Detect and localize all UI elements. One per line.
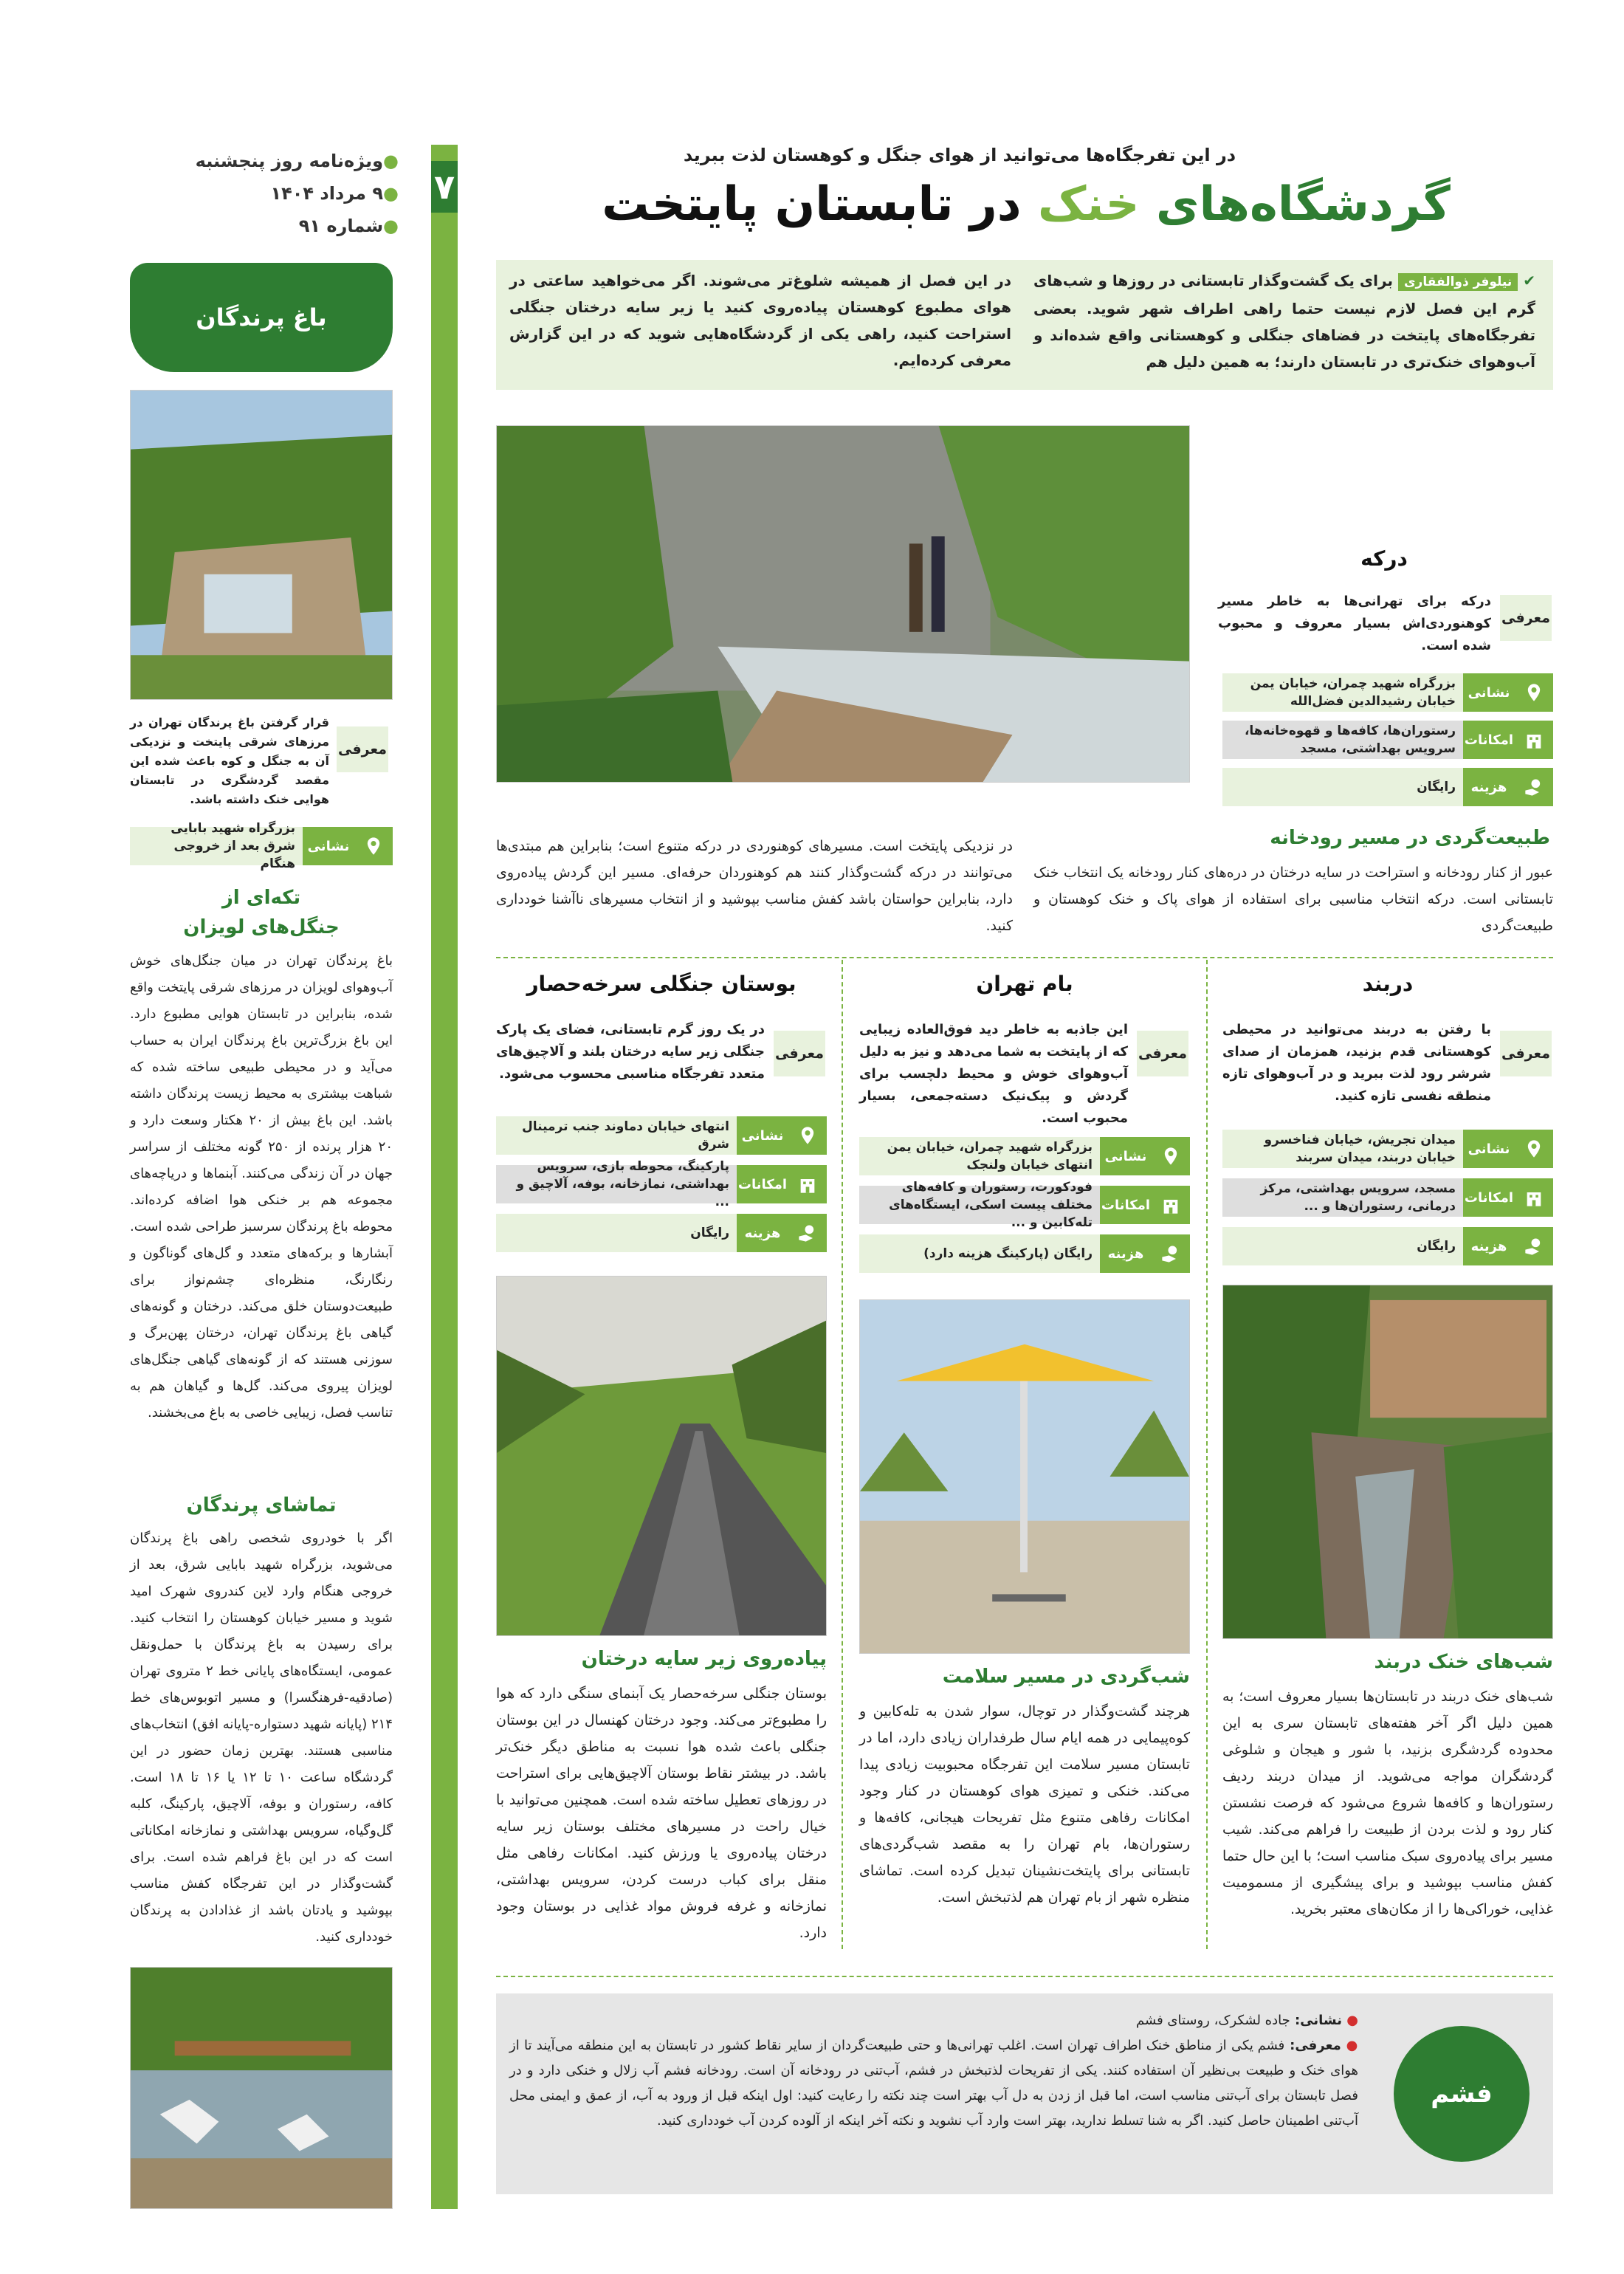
darband-hazine-row: هزینه رایگان [1222,1227,1553,1265]
bame-text: هرچند گشت‌وگذار در توچال، سوار شدن به تله‌کابین و کوه‌پیمایی در همه ایام سال طرفداران زیادی دارد، اما در تابستان مسیر سلامت این تفرجگاه محبوبیت زیادی پیدا می‌کند. خنکی و تمیزی هوای کوهستان در کنار وجود امکانات رفاهی متنوع مثل تفریحات هیجانی، کافه‌ها و رستوران‌ها، بام تهران را به مقصد شب‌گردی‌های تابستانی برای پایتخت‌نشینان تبدیل کرده است. تماشای منظره شهر از بام تهران هم لذتبخش است. [859,1703,1190,1906]
bagh-text-2: اگر با خودروی شخصی راهی باغ پرندگان می‌شوید، بزرگراه شهید بابایی شرق، بعد از خروجی هنگام وارد لاین کندروی شهرک امید شوید و مسیر خیابان کوهستان را انتخاب کنید. برای رسیدن به باغ پرندگان با حمل‌ونقل عمومی، ایستگاه‌های پایانی خط ۲ متروی تهران (صادقیه-فرهنگسرا) و مسیر اتوبوس‌های خط ۲۱۴ (پایانه شهید دستواره-پایانه افق) انتخاب‌های مناسبی هستند. بهترین زمان حضور در این گردشگاه ساعت ۱۰ تا ۱۲ یا ۱۶ تا ۱۸ است. کافه، رستوران و بوفه، آلاچیق، پارکینگ، کلبه گل‌وگیاه، سرویس بهداشتی و نمازخانه امکاناتی است که در این باغ فراهم شده است. برای گشت‌وگذار در این تفرجگاه کفش مناسب بپوشید و یادتان باشد از غذادادن به پرندگان خودداری کنید. [130,1531,393,1945]
money-hand-icon [1152,1234,1190,1273]
fasham-neshani: جاده لشکرک، روستای فشم [1136,2013,1290,2028]
check-icon: ✔ [1523,272,1535,289]
page-title [591,171,1462,238]
intro-text-1: برای یک گشت‌وگذار تابستانی در روزها و شب‌های گرم این فصل لازم نیست حتما راهی اطراف شهر شوید. بعضی تفرجگاه‌های پایتخت در فضاهای جنگلی و کوهستانی واقع شده‌اند و آب‌وهوای خنک‌تری در تابستان دارند؛ به همین دلیل هم [1033,272,1535,371]
money-hand-icon [788,1214,827,1252]
darband-neshani-row: نشانی میدان تجریش، خیابان فناخسرو خیابان دربند، میدان سربند [1222,1130,1553,1168]
bame-tehran-photo [859,1299,1190,1654]
intro-col1 [1033,267,1535,375]
fasham-text: ● نشانی: جاده لشکرک، روستای فشم ● معرفی: فشم یکی از مناطق خنک اطراف تهران است. اغلب تهرانی‌ها و حتی طبیعت‌گردان از سایر نقاط کشور در تابستان به این منطقه می‌آیند تا از هوای خنک و طبیعت بی‌نظیر آن استفاده کنند. یکی از تفریحات لذتبخش در فشم، آب‌تنی در رودخانه آن است. رودخانه فشم آب زلال و خنکی دارد و در فصل تابستان برای آب‌تنی مناسب است، اما قبل از زدن به دل آب بهتر است چند نکته را رعایت کنید: اول اینکه قبل از ورود به آب، از عمق و ایمنی محل آب‌تنی اطمینان حاصل کنید. اگر به شنا تسلط ندارید، بهتر است وارد آب نشوید و نکته آخر اینکه از آلوده کردن آب خودداری کنید. [509,2013,1358,2129]
bagh-subtitle-2: تماشای پرندگان [186,1494,337,1516]
location-icon [788,1116,827,1155]
darband-emkanat-row: امکانات مسجد، سرویس بهداشتی، مرکز درمانی، رستوران‌ها و ... [1222,1178,1553,1217]
bagh-photo-top [130,390,393,700]
bagh-banner: باغ پرندگان [130,263,393,372]
bame-emkanat-row: امکانات فودکورت، رستوران و کافه‌های مختلف پیست اسکی، ایستگاه‌های تله‌کابین و ... [859,1186,1190,1224]
page-number: ۷ [431,161,458,213]
sorkhe-hesar-photo [496,1276,827,1636]
issue-number: شماره ۹۱ [298,216,384,236]
darake-emkanat-row: امکانات رستوران‌ها، کافه‌ها و قهوه‌خانه‌ها، سرویس بهداشتی، مسجد [1222,721,1553,759]
green-strip [431,145,458,2209]
bame-neshani-row: نشانی بزرگراه شهید چمران، خیابان یمن انتهای خیابان ولنجک [859,1137,1190,1175]
building-icon [1515,1178,1553,1217]
location-icon [354,827,393,865]
divider-col-1 [1206,960,1208,1949]
darake-moarefi-label: معرفی [1500,595,1552,641]
darake-hazine-row: هزینه رایگان [1222,768,1553,806]
divider-bottom [496,1976,1553,1977]
darband-moarefi-text: با رفتن به دربند می‌توانید در محیطی کوهستانی قدم بزنید، همزمان از صدای شرشر رود لذت ببرید و در آب‌وهوای تازه منطقه نفسی تازه کنید. [1222,1022,1491,1104]
fasham-moarefi: فشم یکی از مناطق خنک اطراف تهران است. اغلب تهرانی‌ها و حتی طبیعت‌گردان از سایر نقاط کشور در تابستان به این منطقه می‌آیند تا از هوای خنک و طبیعت بی‌نظیر آن استفاده کنند. یکی از تفریحات لذتبخش در فشم، آب‌تنی در رودخانه آن است. رودخانه فشم آب زلال و خنکی دارد و در فصل تابستان برای آب‌تنی مناسب است، اما قبل از زدن به دل آب بهتر است چند نکته را رعایت کنید: اول اینکه قبل از ورود به آب، از عمق و ایمنی محل آب‌تنی اطمینان حاصل کنید. اگر به شنا تسلط ندارید، بهتر است وارد آب نشوید و نکته آخر اینکه از آلوده کردن آب خودداری کنید. [509,2038,1358,2129]
darake-moarefi-text: درکه برای تهرانی‌ها به خاطر مسیر کوهنوردی‌اش بسیار معروف و محبوب شده است. [1218,594,1491,653]
intro-col2: در این فصل از همیشه شلوغ‌تر می‌شوند. اگر می‌خواهید ساعتی در هوای مطبوع کوهستان پیاده‌روی کنید یا زیر سایه درختان جنگلی استراحت کنید، راهی یکی از گردشگاه‌هایی شوید که در این گزارش معرفی کرده‌ایم. [509,272,1011,369]
location-icon [1515,1130,1553,1168]
darake-neshani-row: نشانی بزرگراه شهید چمران، خیابان یمن خیابان رشیدالدین فضل‌الله [1222,673,1553,712]
darake-text-right: عبور از کنار رودخانه و استراحت در سایه درختان در دره‌های کنار رودخانه یک انتخاب خنک تابستانی است. درکه انتخاب مناسبی برای استفاده از هوای پاک و خنک کوهستان و طبیعت‌گردی [1033,865,1553,934]
darband-text: شب‌های خنک دربند در تابستان‌ها بسیار معروف است؛ به همین دلیل اگر آخر هفته‌های تابستان سری به این محدوده گردشگری بزنید، با شور و هیجان و شلوغی گردشگران مواجه می‌شوید. از میدان دربند ردیف رستوران‌ها و کافه‌ها شروع می‌شود که فرصت نشستن کنار رود و لذت بردن از طبیعت را فراهم می‌کند. شیب مسیر برای پیاده‌روی سبک مناسب است؛ با این حال حتما کفش مناسب بپوشید و برای پیشگیری از مسمومیت غذایی، خوراکی‌ها را از مکان‌های معتبر بخرید. [1222,1689,1553,1917]
darake-text-left: در نزدیکی پایتخت است. مسیرهای کوهنوردی در درکه متنوع است؛ بنابراین هم مبتدی‌ها می‌توانند در درکه گشت‌وگذار کنند هم کوهنوردان حرفه‌ای. مسیر این گردش پیاده‌روی دارد، بنابراین حواستان باشد کفش مناسب بپوشید و از انتخاب مسیرهای ناآشنا خودداری کنید. [496,838,1013,934]
darband-subtitle: شب‌های خنک دربند [1374,1651,1553,1673]
location-icon [1152,1137,1190,1175]
title-part3: در تابستان پایتخت [602,177,1022,232]
issue-info: ●ویژه‌نامه روز پنجشنبه ●۹ مرداد ۱۴۰۴ ●شماره ۹۱ [195,151,399,236]
bagh-moarefi-text: قرار گرفتن باغ پرندگان تهران در مرزهای شرقی پایتخت و نزدیکی آن به جنگل و کوه باعث شده این مقصد گردشگری در تابستان هوایی خنک داشته باشد. [130,715,329,806]
money-hand-icon [1515,768,1553,806]
bame-moarefi-label: معرفی [1137,1031,1188,1076]
sorkhe-hesar-title: بوستان جنگلی سرخه‌حصار [526,972,796,996]
title-part1: گردشگاه‌های [1155,177,1451,232]
fasham-badge: فشم [1394,2026,1530,2162]
bame-moarefi-text: این جاذبه به خاطر دید فوق‌العاده زیبایی که از پایتخت به شما می‌دهد و نیز به دلیل آب‌وهوای خوش و محیط دلچسب برای گردش و پیک‌نیک دسته‌جمعی، بسیار محبوب است. [859,1022,1128,1126]
sorkhe-moarefi-text: در یک روز گرم تابستانی، فضای یک پارک جنگلی زیر سایه درختان بلند و آلاچیق‌های متعدد تفرجگاه مناسبی محسوب می‌شود. [496,1022,765,1082]
sorkhe-subtitle: پیاده‌روی زیر سایه درختان [581,1648,827,1670]
darband-moarefi-label: معرفی [1500,1031,1552,1076]
issue-date: ۹ مرداد ۱۴۰۴ [270,183,384,204]
darake-title: درکه [1360,546,1408,571]
sorkhe-neshani-row: نشانی انتهای خیابان دماوند جنب ترمینال شرق [496,1116,827,1155]
sorkhe-hazine-row: هزینه رایگان [496,1214,827,1252]
kicker: در این تفرجگاه‌ها می‌توانید از هوای جنگل و کوهستان لذت ببرید [683,145,1236,165]
divider-col-2 [842,960,843,1949]
darake-photo [496,425,1190,783]
author-badge: نیلوفر ذوالفقاری [1398,273,1518,291]
bagh-text-1: باغ پرندگان تهران در میان جنگل‌های خوش آب‌وهوای لویزان در مرزهای شرقی پایتخت واقع شده، بنابراین در تابستان هوایی مطبوع دارد. این باغ بزرگ‌ترین باغ پرندگان ایران به حساب می‌آید و در محیطی طبیعی ساخته شده که شباهت بیشتری به محیط زیست پرندگان داشته باشد. این باغ بیش از ۲۰ هکتار وسعت دارد و ۲۰ هزار پرنده از ۲۵۰ گونه مختلف از سراسر جهان در آن زندگی می‌کنند. آبنماها و دریاچه‌های مجموعه هم بر خنکی هوا اضافه کرده‌اند. محوطه باغ پرندگان سرسبز طراحی شده است. آبشارها و برکه‌های متعدد و گل‌های گوناگون و رنگارنگ، منظره‌ای چشم‌نواز برای طبیعت‌دوستان خلق می‌کند. درختان و گونه‌های گیاهی باغ پرندگان تهران، درختان پهن‌برگ و سوزنی هستند که از گونه‌های گیاهی جنگل‌های لویزان پیروی می‌کند. گل‌ها و گیاهان هم به تناسب فصل، زیبایی خاصی به باغ می‌بخشند. [130,953,393,1421]
building-icon [1515,721,1553,759]
sorkhe-text: بوستان جنگلی سرخه‌حصار یک آبنمای سنگی دارد که هوا را مطبوع‌تر می‌کند. وجود درختان کهنسال در این بوستان جنگلی باعث شده هوا نسبت به مناطق دیگر خنک‌تر باشد. در بیشتر نقاط بوستان آلاچیق‌هایی برای استراحت در روزهای تعطیل ساخته شده است. همچنین می‌توانید با خیال راحت در مسیرهای مختلف بوستان زیر سایه درختان پیاده‌روی یا ورزش کنید. امکانات رفاهی مثل منقل برای کباب درست کردن، سرویس بهداشتی، نمازخانه و غرفه فروش مواد غذایی در بوستان وجود دارد. [496,1686,827,1941]
darake-subtitle: طبیعت‌گردی در مسیر رودخانه [1270,827,1550,849]
building-icon [1152,1186,1190,1224]
money-hand-icon [1515,1227,1553,1265]
sorkhe-moarefi-label: معرفی [774,1031,825,1076]
darband-title: دربند [1362,972,1414,996]
supplement-label: ویژه‌نامه روز پنجشنبه [195,151,384,171]
divider-top [496,957,1553,958]
darband-photo [1222,1285,1553,1639]
location-icon [1515,673,1553,712]
bagh-neshani-row: نشانی بزرگراه شهید بابایی شرق بعد از خروجی هنگام [130,827,393,865]
bagh-moarefi-label: معرفی [337,726,388,772]
bagh-subtitle-1: تکه‌ای از جنگل‌های لویزان [183,887,340,938]
bagh-photo-bottom [130,1967,393,2209]
bame-tehran-title: بام تهران [976,972,1073,996]
building-icon [788,1165,827,1203]
bame-subtitle: شب‌گردی در مسیر سلامت [942,1666,1190,1688]
bame-hazine-row: هزینه رایگان (پارکینگ هزینه دارد) [859,1234,1190,1273]
title-part2: خنک [1037,177,1140,232]
sorkhe-emkanat-row: امکانات پارکینگ، محوطه بازی، سرویس بهداشتی، نمازخانه، بوفه، آلاچیق و ... [496,1165,827,1203]
